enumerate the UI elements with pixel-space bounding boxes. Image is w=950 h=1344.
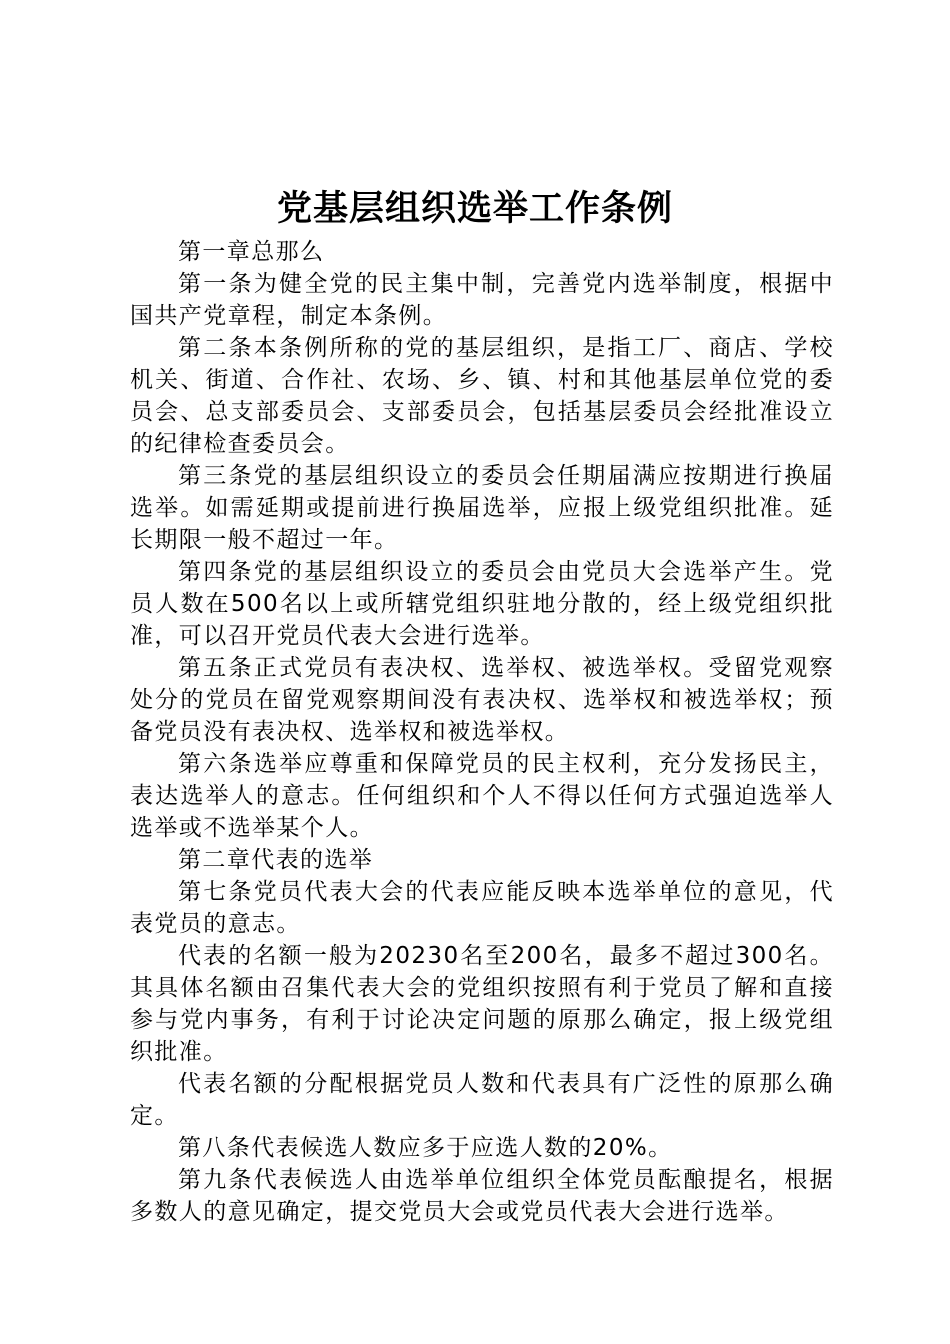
article-3: 第三条党的基层组织设立的委员会任期届满应按期进行换届选举。如需延期或提前进行换届选举，应报上级党组织批准。延长期限一般不超过一年。 [130, 463, 834, 553]
article-7: 第七条党员代表大会的代表应能反映本选举单位的意见，代表党员的意志。 [130, 879, 834, 937]
article-8: 第八条代表候选人数应多于应选人数的20%。 [178, 1135, 673, 1161]
article-7-allocation: 代表名额的分配根据党员人数和代表具有广泛性的原那么确定。 [130, 1071, 834, 1129]
article-1: 第一条为健全党的民主集中制，完善党内选举制度，根据中国共产党章程，制定本条例。 [130, 271, 834, 329]
chapter-heading-2: 第二章代表的选举 [178, 847, 374, 873]
document-title: 党基层组织选举工作条例 [276, 188, 673, 229]
document-body [130, 236, 834, 1228]
article-2: 第二条本条例所称的党的基层组织，是指工厂、商店、学校机关、街道、合作社、农场、乡、镇、村和其他基层单位党的委员会、总支部委员会、支部委员会，包括基层委员会经批准设立的纪律检查委员会。 [130, 335, 834, 457]
article-5: 第五条正式党员有表决权、选举权、被选举权。受留党观察处分的党员在留党观察期间没有表决权、选举权和被选举权；预备党员没有表决权、选举权和被选举权。 [130, 655, 834, 745]
article-4: 第四条党的基层组织设立的委员会由党员大会选举产生。党员人数在500名以上或所辖党组织驻地分散的，经上级党组织批准，可以召开党员代表大会进行选举。 [130, 559, 834, 649]
article-6: 第六条选举应尊重和保障党员的民主权利，充分发扬民主，表达选举人的意志。任何组织和个人不得以任何方式强迫选举人选举或不选举某个人。 [130, 751, 834, 841]
chapter-heading-1: 第一章总那么 [178, 239, 325, 265]
article-7-quota: 代表的名额一般为20230名至200名，最多不超过300名。其具体名额由召集代表大会的党组织按照有利于党员了解和直接参与党内事务，有利于讨论决定问题的原那么确定，报上级党组织批准。 [130, 943, 834, 1065]
article-9: 第九条代表候选人由选举单位组织全体党员酝酿提名，根据多数人的意见确定，提交党员大会或党员代表大会进行选举。 [130, 1167, 834, 1225]
